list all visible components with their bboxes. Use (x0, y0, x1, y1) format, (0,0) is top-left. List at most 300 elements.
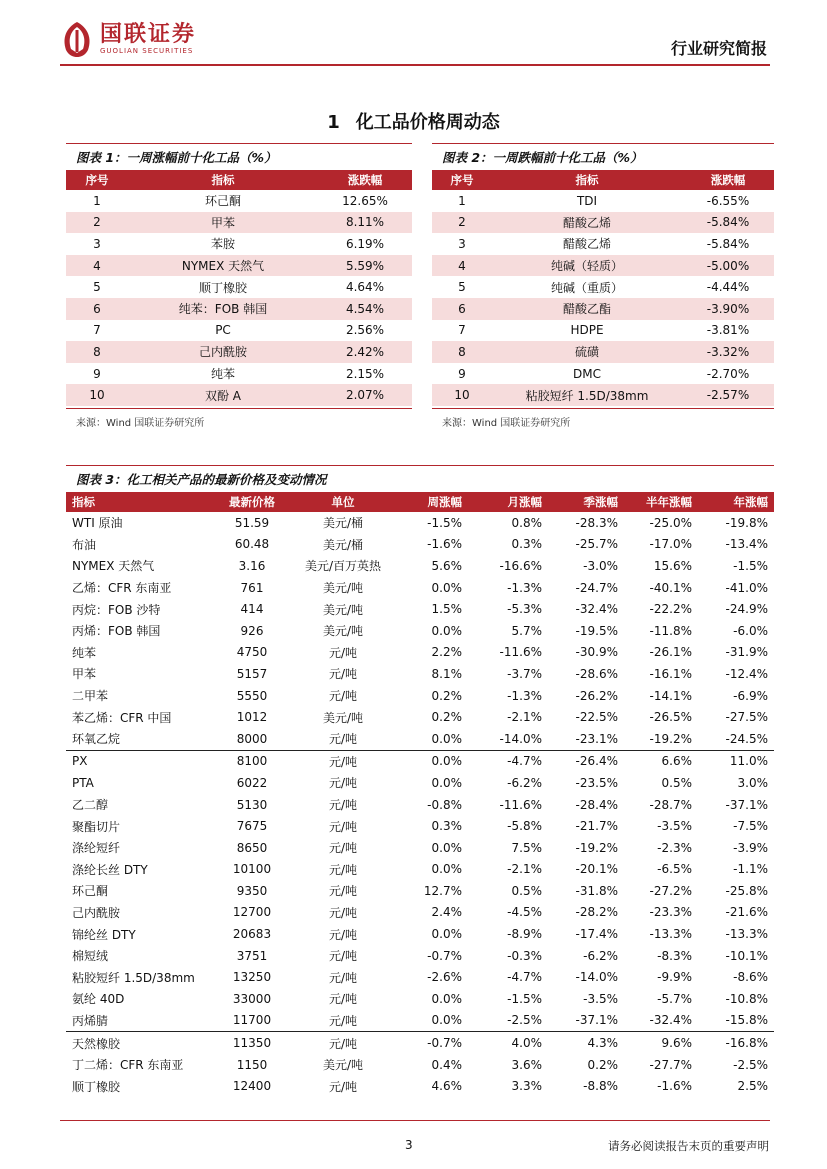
table-cell: 0.0% (431, 731, 462, 746)
table-cell: -27.7% (649, 1057, 692, 1072)
table3-top-rule (66, 465, 774, 466)
table-row (66, 750, 774, 772)
table3-header-cell: 周涨幅 (396, 492, 468, 512)
table-row (66, 341, 412, 363)
table-row (66, 363, 412, 385)
table-cell: -2.70% (706, 366, 750, 381)
table-row (66, 212, 412, 234)
table-cell: 5.7% (511, 623, 542, 638)
table-row (66, 815, 774, 837)
table-cell: -25.0% (649, 515, 692, 530)
table-cell: -16.6% (499, 558, 542, 573)
table-cell: -27.5% (725, 710, 768, 725)
table-cell: 纯苯：FOB 韩国 (128, 298, 318, 320)
table-cell: -5.3% (507, 602, 542, 617)
table-cell: 5.59% (318, 255, 412, 277)
table-cell: 10 (66, 384, 128, 406)
section-heading (0, 108, 827, 134)
table-row (66, 598, 774, 620)
table-cell: 3 (93, 236, 101, 251)
table3-header-cell: 季涨幅 (548, 492, 624, 512)
table-row (66, 706, 774, 728)
table-cell: 7675 (236, 819, 268, 834)
table-cell: NYMEX 天然气 (72, 559, 155, 574)
table-cell: 纯苯 (72, 645, 97, 660)
table-cell: 6 (432, 298, 492, 320)
table-cell: 0.5% (511, 883, 542, 898)
table-cell: -5.84% (706, 236, 750, 251)
table-row (66, 384, 412, 406)
table-cell: -0.7% (396, 1032, 468, 1054)
table-cell: 美元/桶 (322, 516, 364, 531)
footer-divider (60, 1120, 770, 1121)
table2-header-cell: 涨跌幅 (682, 170, 774, 190)
table-cell: WTI 原油 (72, 516, 123, 531)
table-cell: 8100 (214, 750, 290, 772)
table-cell: -26.4% (548, 750, 624, 772)
table-cell: 粘胶短纤 1.5D/38mm (492, 384, 682, 406)
table-cell: 4.0% (468, 1032, 548, 1054)
table-cell: -4.7% (507, 970, 542, 985)
table-cell: 环己酮 (204, 194, 241, 209)
table-row (66, 945, 774, 967)
table3-header-cell: 半年涨幅 (624, 492, 698, 512)
section-title: 化工品价格周动态 (355, 112, 500, 133)
table-cell: -32.4% (575, 602, 618, 617)
table-cell: -23.5% (575, 775, 618, 790)
table-cell: -30.9% (575, 645, 618, 660)
logo-en-text: GUOLIAN SECURITIES (100, 47, 194, 55)
table-cell: 9.6% (624, 1032, 698, 1054)
table1-gainers (66, 170, 412, 406)
table-cell: 1.5% (431, 602, 462, 617)
table-cell: -1.1% (733, 862, 768, 877)
table1-header-cell: 涨跌幅 (318, 170, 412, 190)
table-cell: 元/吨 (328, 992, 358, 1007)
table-cell: -8.6% (733, 970, 768, 985)
table1-title: 图表 1：一周涨幅前十化工品（%） (76, 150, 277, 165)
table-cell: -19.5% (575, 623, 618, 638)
table-cell: 1012 (236, 710, 268, 725)
table-row (432, 190, 774, 212)
table-cell: -17.4% (575, 927, 618, 942)
table-cell: 11350 (214, 1032, 290, 1054)
table-cell: -19.2% (649, 731, 692, 746)
table-cell: 0.3% (431, 819, 462, 834)
table-cell: -28.2% (575, 905, 618, 920)
table-cell: -0.8% (427, 797, 462, 812)
table-cell: 15.6% (653, 558, 692, 573)
table-cell: 13250 (232, 970, 272, 985)
table-row (66, 663, 774, 685)
table-cell: 1150 (236, 1057, 268, 1072)
table3-header-cell: 指标 (66, 492, 214, 512)
logo-cn-text: 国联证券 (100, 22, 197, 47)
table-cell: -6.55% (706, 193, 750, 208)
table-cell: 0.2% (431, 710, 462, 725)
table-cell: 0.0% (431, 775, 462, 790)
table-cell: 双酚 A (128, 384, 318, 406)
table-cell: -13.4% (725, 537, 768, 552)
table-cell: 2.2% (431, 645, 462, 660)
table-cell: 7 (93, 323, 101, 338)
table-row (432, 298, 774, 320)
table-cell: TDI (576, 193, 598, 208)
table-cell: -5.8% (507, 819, 542, 834)
table-cell: 元/吨 (328, 1013, 358, 1028)
table-cell: 0.0% (396, 750, 468, 772)
table-cell: -4.44% (706, 280, 750, 295)
table-cell: -2.6% (427, 970, 462, 985)
table-cell: 己内酰胺 (72, 905, 121, 920)
table-row (432, 341, 774, 363)
table-cell: -8.3% (657, 948, 692, 963)
table1-source: 来源：Wind 国联证券研究所 (76, 418, 205, 429)
table-row (66, 512, 774, 534)
table-row (66, 555, 774, 577)
table-cell: 棉短绒 (72, 949, 109, 964)
table-cell: -19.2% (575, 840, 618, 855)
table-cell: 丁二烯：CFR 东南亚 (72, 1058, 184, 1073)
table-cell: 丙烯腈 (72, 1013, 109, 1028)
table-cell: 二甲苯 (72, 689, 109, 704)
table-cell: 0.4% (431, 1057, 462, 1072)
table-cell: -3.7% (507, 666, 542, 681)
table-cell: 2.15% (345, 366, 385, 381)
table-row (432, 255, 774, 277)
table-cell: 元/吨 (328, 776, 358, 791)
table-cell: -4.5% (507, 905, 542, 920)
table-cell: -11.6% (499, 797, 542, 812)
table-cell: -1.3% (507, 688, 542, 703)
table-cell: -14.1% (649, 688, 692, 703)
table-cell: 氨纶 40D (72, 992, 125, 1007)
table-cell: 51.59 (234, 515, 270, 530)
table-cell: 5 (458, 280, 466, 295)
table-cell: 8 (432, 341, 492, 363)
table-cell: NYMEX 天然气 (128, 255, 318, 277)
table-row (66, 190, 412, 212)
table-cell: -24.7% (575, 580, 618, 595)
table-cell: -3.81% (706, 323, 750, 338)
table2-header-cell: 指标 (492, 170, 682, 190)
table-cell: 7 (458, 323, 466, 338)
table-cell: 2.07% (318, 384, 412, 406)
table2-source: 来源：Wind 国联证券研究所 (442, 418, 571, 429)
table1-top-rule (66, 143, 412, 144)
table-cell: 涤纶长丝 DTY (72, 862, 148, 877)
table-cell: -1.3% (507, 580, 542, 595)
table-cell: 12.65% (342, 193, 388, 208)
table-cell: -19.8% (725, 515, 768, 530)
table-cell: 9350 (236, 883, 268, 898)
table-cell: 涤纶短纤 (72, 841, 121, 856)
table-cell: 1 (458, 193, 466, 208)
table-cell: 8.11% (318, 212, 412, 234)
table-cell: 10100 (232, 862, 272, 877)
table-cell: 元/吨 (328, 798, 358, 813)
table-cell: 11.0% (698, 750, 774, 772)
table-row (66, 923, 774, 945)
table-cell: 元/吨 (328, 841, 358, 856)
table-cell: -6.2% (507, 775, 542, 790)
table-cell: 顺丁橡胶 (198, 280, 247, 295)
table-cell: -13.3% (649, 927, 692, 942)
table-cell: 12700 (232, 905, 272, 920)
table-row (66, 320, 412, 342)
table-cell: 0.0% (431, 1013, 462, 1028)
table-cell: 926 (240, 623, 264, 638)
table-cell: 环氧乙烷 (72, 732, 121, 747)
table-cell: -2.5% (507, 1013, 542, 1028)
table-cell: -3.9% (733, 840, 768, 855)
table1-header-cell: 指标 (128, 170, 318, 190)
table-cell: -3.32% (682, 341, 774, 363)
table-cell: 0.8% (511, 515, 542, 530)
table-cell: -21.7% (575, 819, 618, 834)
table1-bottom-rule (66, 408, 412, 409)
table-cell: 761 (240, 580, 264, 595)
table-cell: -0.3% (507, 948, 542, 963)
table-cell: 天然橡胶 (66, 1032, 214, 1054)
table-cell: -3.5% (583, 991, 618, 1006)
table-cell: -9.9% (657, 970, 692, 985)
table-cell: 美元/吨 (322, 624, 364, 639)
table-cell: -5.84% (682, 212, 774, 234)
table-cell: 9 (458, 366, 466, 381)
table-cell: -24.5% (725, 731, 768, 746)
table-cell: 6 (66, 298, 128, 320)
table-cell: 粘胶短纤 1.5D/38mm (72, 970, 195, 985)
table-row (66, 620, 774, 642)
table-cell: -17.0% (649, 537, 692, 552)
table-cell: 6.19% (345, 236, 385, 251)
table-cell: -37.1% (575, 1013, 618, 1028)
table-cell: 5130 (236, 797, 268, 812)
table-cell: -3.90% (682, 298, 774, 320)
table-cell: 苯胺 (210, 237, 235, 252)
table3-header-cell: 最新价格 (214, 492, 290, 512)
table-cell: 丙烷：FOB 沙特 (72, 602, 161, 617)
header-divider (60, 64, 770, 66)
table-cell: 1 (93, 193, 101, 208)
table3-prices (66, 492, 774, 1097)
table-row (66, 642, 774, 664)
table2-losers (432, 170, 774, 406)
table-cell: 60.48 (234, 537, 270, 552)
table-cell: -7.5% (733, 819, 768, 834)
table-row (66, 1075, 774, 1097)
table-cell: 0.0% (431, 991, 462, 1006)
table-cell: -8.8% (583, 1079, 618, 1094)
table-cell: -6.2% (583, 948, 618, 963)
table-row (66, 728, 774, 750)
table-row (66, 1054, 774, 1076)
table-cell: -1.5% (427, 515, 462, 530)
table-cell: -32.4% (649, 1013, 692, 1028)
table-cell: 8650 (236, 840, 268, 855)
table-cell: 3.3% (511, 1079, 542, 1094)
table1-header-cell: 序号 (66, 170, 128, 190)
table-cell: PTA (72, 775, 94, 790)
table-cell: 美元/吨 (322, 581, 364, 596)
table-row (432, 233, 774, 255)
table3-header-cell: 月涨幅 (468, 492, 548, 512)
table-cell: 2 (66, 212, 128, 234)
table-cell: 0.3% (511, 537, 542, 552)
page-header (60, 18, 767, 66)
company-logo (60, 20, 196, 58)
table2-header-cell: 序号 (432, 170, 492, 190)
table-cell: 元/吨 (328, 732, 358, 747)
table-cell: 9 (93, 366, 101, 381)
table-cell: 0.0% (431, 927, 462, 942)
table-cell: 元/吨 (328, 905, 358, 920)
table-row (66, 1032, 774, 1054)
table-cell: -12.4% (725, 666, 768, 681)
table-cell: 0.2% (587, 1057, 618, 1072)
table-cell: 元/吨 (328, 689, 358, 704)
table-cell: 元/吨 (328, 645, 358, 660)
table-cell: -3.5% (657, 819, 692, 834)
table-cell: 醋酸乙酯 (492, 298, 682, 320)
table-cell: 0.0% (431, 840, 462, 855)
table-cell: -6.5% (657, 862, 692, 877)
table-cell: 美元/吨 (322, 602, 364, 617)
table-row (66, 298, 412, 320)
table-cell: -2.57% (682, 384, 774, 406)
table-cell: -1.5% (507, 991, 542, 1006)
table-cell: -8.9% (507, 927, 542, 942)
table-cell: -23.1% (575, 731, 618, 746)
table-cell: -24.9% (725, 602, 768, 617)
table-cell: 3751 (236, 948, 268, 963)
table-cell: -5.7% (657, 991, 692, 1006)
table-cell: -14.0% (499, 731, 542, 746)
table-cell: 甲苯 (72, 667, 97, 682)
table-cell: -13.3% (725, 927, 768, 942)
table-cell: 8.1% (431, 666, 462, 681)
table-row (66, 255, 412, 277)
table-cell: -25.7% (575, 537, 618, 552)
table-cell: 乙烯：CFR 东南亚 (72, 581, 172, 596)
table-cell: -21.6% (725, 905, 768, 920)
table-cell: -27.2% (649, 883, 692, 898)
table-cell: -10.8% (725, 991, 768, 1006)
table-cell: -6.9% (733, 688, 768, 703)
table-cell: 3.0% (737, 775, 768, 790)
table-cell: -37.1% (725, 797, 768, 812)
table-cell: 4.6% (431, 1079, 462, 1094)
table-cell: 3.6% (511, 1057, 542, 1072)
table-cell: -41.0% (725, 580, 768, 595)
table-cell: 10 (432, 384, 492, 406)
table-cell: 0.5% (661, 775, 692, 790)
table-row (432, 276, 774, 298)
section-number: 1 (327, 112, 340, 133)
table-cell: 丙烯：FOB 韩国 (72, 624, 161, 639)
table-row (66, 534, 774, 556)
table-cell: -10.1% (725, 948, 768, 963)
table-cell: -26.5% (649, 710, 692, 725)
table-cell: 顺丁橡胶 (72, 1079, 121, 1094)
table-row (432, 384, 774, 406)
table-cell: 醋酸乙烯 (562, 237, 611, 252)
table-cell: -1.6% (657, 1079, 692, 1094)
table-cell: 5.6% (431, 558, 462, 573)
table-cell: 元/吨 (328, 1079, 358, 1094)
table-cell: 4750 (236, 645, 268, 660)
table-cell: -28.7% (649, 797, 692, 812)
table-cell: -26.2% (575, 688, 618, 703)
table-row (66, 772, 774, 794)
table2-bottom-rule (432, 408, 774, 409)
table-cell: -6.0% (733, 623, 768, 638)
table-row (66, 859, 774, 881)
table-cell: 0.2% (431, 688, 462, 703)
table-row (66, 233, 412, 255)
table-cell: -0.7% (427, 948, 462, 963)
table-cell: -31.8% (575, 883, 618, 898)
table-cell: 5550 (236, 688, 268, 703)
table-row (432, 363, 774, 385)
table-cell: -16.1% (649, 666, 692, 681)
table-cell: 锦纶丝 DTY (72, 927, 136, 942)
table-cell: 8 (66, 341, 128, 363)
table-cell: 2 (432, 212, 492, 234)
table-cell: 4.54% (318, 298, 412, 320)
table-cell: 聚酯切片 (72, 819, 121, 834)
table-cell: PX (66, 750, 214, 772)
table-cell: -5.00% (682, 255, 774, 277)
table-cell: -2.3% (657, 840, 692, 855)
table-cell: 环己酮 (72, 884, 109, 899)
table3-header-cell: 单位 (290, 492, 396, 512)
table-cell: 4 (66, 255, 128, 277)
table-cell: 7.5% (511, 840, 542, 855)
table-cell: 3.16 (238, 558, 266, 573)
table-row (432, 320, 774, 342)
table-cell: 5 (93, 280, 101, 295)
table-cell: 美元/吨 (322, 1058, 364, 1073)
table-cell: -1.6% (427, 537, 462, 552)
table-cell: -4.7% (468, 750, 548, 772)
table-cell: 12400 (232, 1079, 272, 1094)
table-cell: 4.64% (345, 280, 385, 295)
table2-title: 图表 2：一周跌幅前十化工品（%） (442, 150, 643, 165)
table-row (66, 902, 774, 924)
table-cell: 4 (432, 255, 492, 277)
table-cell: -26.1% (649, 645, 692, 660)
table-cell: 硫磺 (492, 341, 682, 363)
table-cell: 414 (240, 602, 264, 617)
table-cell: DMC (573, 366, 601, 381)
table-cell: 8000 (236, 731, 268, 746)
table-cell: 布油 (72, 537, 97, 552)
table-cell: 醋酸乙烯 (492, 212, 682, 234)
table-cell: 纯碱（重质） (550, 280, 623, 295)
table-cell: 甲苯 (128, 212, 318, 234)
table-cell: 2.4% (431, 905, 462, 920)
table-cell: 元/吨 (328, 819, 358, 834)
table-cell: -15.8% (725, 1013, 768, 1028)
table-cell: 苯乙烯：CFR 中国 (72, 710, 172, 725)
table-row (66, 1010, 774, 1032)
table-cell: -20.1% (575, 862, 618, 877)
table-cell: -22.5% (575, 710, 618, 725)
table-row (66, 988, 774, 1010)
table-cell: 3 (458, 236, 466, 251)
